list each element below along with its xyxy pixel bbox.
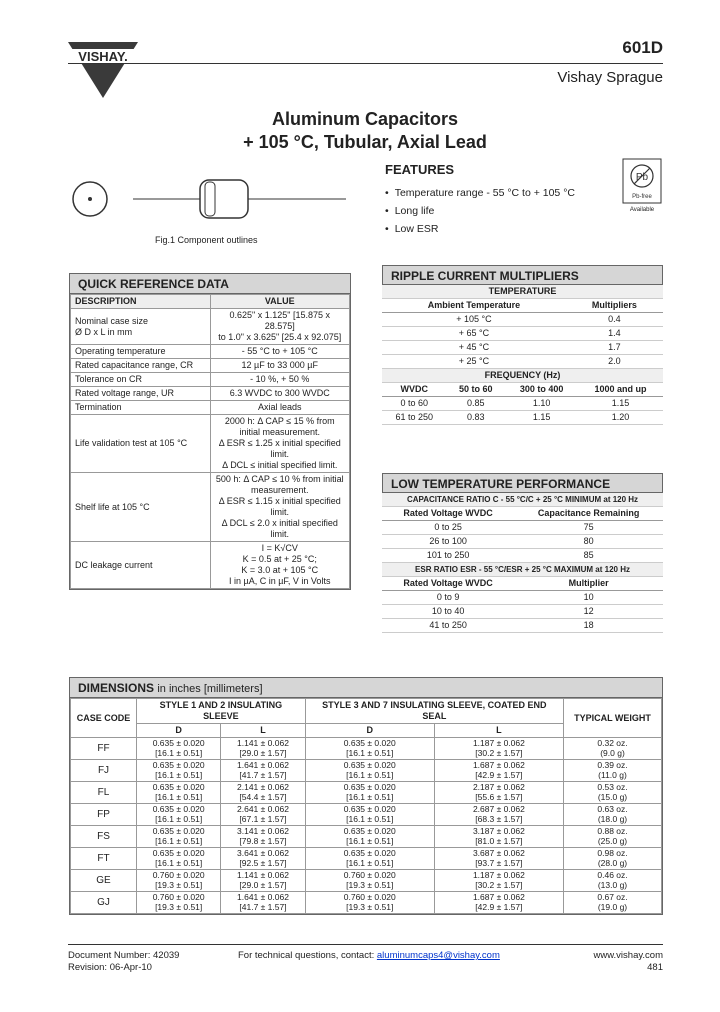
temperature-header: TEMPERATURE: [382, 285, 663, 299]
dimension-cell: [434, 782, 563, 804]
page-title: [180, 108, 550, 154]
freq-cell: 0.83: [446, 411, 505, 425]
table-row: [71, 401, 350, 415]
svg-text:Pb: Pb: [635, 172, 649, 183]
dimension-inches: 3.187 ± 0.062: [472, 826, 525, 836]
dimension-cell: [137, 848, 221, 870]
dimension-mm: [79.8 ± 1.57]: [239, 835, 287, 846]
dimension-mm: [68.3 ± 1.57]: [475, 813, 523, 824]
low-temp-cell: 80: [514, 535, 663, 549]
dimension-cell: [137, 870, 221, 892]
dimension-mm: [55.6 ± 1.57]: [475, 791, 523, 802]
table-row: [71, 415, 350, 473]
table-row: [382, 521, 663, 535]
dimension-mm: [41.7 ± 1.57]: [239, 769, 287, 780]
col-value: VALUE: [210, 295, 350, 309]
freq-cell: 1.10: [505, 397, 578, 411]
dimension-mm: [16.1 ± 0.51]: [155, 791, 203, 802]
ambient-temperature: + 45 °C: [382, 341, 566, 355]
dimension-inches: 0.63 oz.: [597, 804, 628, 814]
logo-text: VISHAY.: [78, 49, 128, 64]
dimensions-label: DIMENSIONS: [78, 681, 155, 695]
dimension-inches: 0.635 ± 0.020: [152, 738, 205, 748]
qr-value: 2000 h: Δ CAP ≤ 15 % from initial measurement. Δ ESR ≤ 1.25 x initial specified limit. Δ DCL ≤ initial specified limit.: [210, 415, 350, 473]
figure-caption: Fig.1 Component outlines: [155, 235, 258, 245]
feature-item: • Low ESR: [385, 220, 575, 238]
qr-description: Rated voltage range, UR: [71, 387, 211, 401]
dimension-inches: 1.141 ± 0.062: [237, 738, 289, 748]
freq-cell: 0 to 60: [382, 397, 446, 411]
ambient-temperature: + 105 °C: [382, 313, 566, 327]
dimension-inches: 0.635 ± 0.020: [152, 848, 205, 858]
dimension-inches: 0.635 ± 0.020: [343, 760, 396, 770]
dimension-mm: (15.0 g): [597, 791, 628, 802]
dimension-mm: [54.4 ± 1.57]: [239, 791, 287, 802]
qr-value: 0.625" x 1.125" [15.875 x 28.575] to 1.0" x 3.625" [25.4 x 92.075]: [210, 309, 350, 345]
case-code: FP: [71, 804, 137, 826]
pb-free-badge: [622, 158, 662, 216]
dimension-cell: [221, 848, 305, 870]
qr-description: Rated capacitance range, CR: [71, 359, 211, 373]
dimension-cell: [305, 892, 434, 914]
freq-cell: 1.15: [578, 397, 663, 411]
case-code: FS: [71, 826, 137, 848]
case-code: FF: [71, 738, 137, 760]
dimension-inches: 0.88 oz.: [597, 826, 628, 836]
dimension-inches: 1.687 ± 0.062: [472, 760, 525, 770]
dimension-cell: [137, 738, 221, 760]
dimension-cell: [305, 738, 434, 760]
table-row: [382, 313, 663, 327]
dimension-cell: [137, 782, 221, 804]
col-case-code: CASE CODE: [71, 699, 137, 738]
dimension-cell: [137, 826, 221, 848]
table-row: [382, 397, 663, 411]
dimension-mm: [92.5 ± 1.57]: [239, 857, 287, 868]
contact-prefix: For technical questions, contact:: [238, 950, 377, 961]
low-temp-cell: 0 to 9: [382, 591, 514, 605]
capacitance-ratio-header: CAPACITANCE RATIO C - 55 °C/C + 25 °C MINIMUM at 120 Hz: [382, 493, 663, 507]
table-row: [71, 892, 662, 914]
table-row: [71, 782, 662, 804]
dimension-inches: 0.760 ± 0.020: [152, 870, 205, 880]
dimension-cell: [305, 782, 434, 804]
qr-description: Shelf life at 105 °C: [71, 473, 211, 542]
case-code: GE: [71, 870, 137, 892]
dimension-inches: 2.187 ± 0.062: [472, 782, 525, 792]
dimension-mm: [16.1 ± 0.51]: [155, 747, 203, 758]
dimension-inches: 0.46 oz.: [597, 870, 628, 880]
dimension-cell: [305, 804, 434, 826]
dimension-mm: [41.7 ± 1.57]: [239, 901, 287, 912]
dimension-inches: 3.641 ± 0.062: [237, 848, 289, 858]
col-d: D: [305, 724, 434, 738]
dimension-inches: 2.641 ± 0.062: [237, 804, 289, 814]
qr-value: - 10 %, + 50 %: [210, 373, 350, 387]
low-temp-cell: 26 to 100: [382, 535, 514, 549]
dimension-inches: 1.687 ± 0.062: [472, 892, 525, 902]
dimension-inches: 0.635 ± 0.020: [152, 760, 205, 770]
qr-value: - 55 °C to + 105 °C: [210, 345, 350, 359]
dimension-inches: 0.635 ± 0.020: [343, 826, 396, 836]
low-temp-cell: 10 to 40: [382, 605, 514, 619]
col-l: L: [434, 724, 563, 738]
dimension-inches: 0.32 oz.: [597, 738, 628, 748]
table-row: [71, 804, 662, 826]
qr-value: 500 h: Δ CAP ≤ 10 % from initial measurement. Δ ESR ≤ 1.15 x initial specified limit. Δ DCL ≤ 2.0 x initial specified limit.: [210, 473, 350, 542]
low-temp-cell: 101 to 250: [382, 549, 514, 563]
dimension-cell: [564, 848, 662, 870]
footer-site: [593, 950, 663, 974]
table-row: [382, 411, 663, 425]
dimension-cell: [434, 738, 563, 760]
multiplier: 2.0: [566, 355, 663, 369]
dimension-cell: [137, 760, 221, 782]
dimension-mm: [19.3 ± 0.51]: [346, 879, 394, 890]
features-title: FEATURES: [385, 162, 455, 177]
case-code: GJ: [71, 892, 137, 914]
table-row: [71, 738, 662, 760]
col-capacitance-remaining: Capacitance Remaining: [514, 507, 663, 521]
low-temp-cell: 0 to 25: [382, 521, 514, 535]
dimension-mm: [16.1 ± 0.51]: [155, 813, 203, 824]
table-row: [382, 535, 663, 549]
freq-cell: 1.20: [578, 411, 663, 425]
feature-item: • Temperature range - 55 °C to + 105 °C: [385, 184, 575, 202]
revision: Revision: 06-Apr-10: [68, 962, 152, 973]
table-row: [71, 826, 662, 848]
brand-name: Vishay Sprague: [557, 69, 663, 86]
col-multipliers: Multipliers: [566, 299, 663, 313]
dimension-mm: [16.1 ± 0.51]: [346, 857, 394, 868]
dimension-mm: (11.0 g): [598, 769, 627, 780]
dimension-inches: 3.141 ± 0.062: [237, 826, 289, 836]
dimension-cell: [564, 892, 662, 914]
document-number: Document Number: 42039: [68, 950, 180, 961]
dimension-inches: 0.39 oz.: [597, 760, 628, 770]
vishay-logo: [68, 40, 138, 98]
dimension-inches: 0.760 ± 0.020: [152, 892, 205, 902]
dimension-cell: [564, 826, 662, 848]
dimension-mm: [19.3 ± 0.51]: [155, 901, 203, 912]
dimension-mm: [81.0 ± 1.57]: [475, 835, 523, 846]
multiplier: 1.4: [566, 327, 663, 341]
dimension-cell: [137, 804, 221, 826]
part-number: 601D: [622, 38, 663, 57]
low-temp-cell: 75: [514, 521, 663, 535]
dimension-mm: [30.2 ± 1.57]: [475, 879, 523, 890]
col-description: DESCRIPTION: [71, 295, 211, 309]
ripple-title: RIPPLE CURRENT MULTIPLIERS: [382, 265, 663, 285]
qr-description: Nominal case size Ø D x L in mm: [71, 309, 211, 345]
freq-col-header: 1000 and up: [578, 383, 663, 397]
table-row: [71, 473, 350, 542]
dimension-cell: [221, 804, 305, 826]
footer-doc-info: [68, 950, 179, 974]
freq-cell: 61 to 250: [382, 411, 446, 425]
multiplier: 1.7: [566, 341, 663, 355]
col-typical-weight: TYPICAL WEIGHT: [564, 699, 662, 738]
dimension-mm: [16.1 ± 0.51]: [155, 769, 203, 780]
dimension-inches: 3.687 ± 0.062: [472, 848, 525, 858]
dimension-inches: 0.635 ± 0.020: [152, 826, 205, 836]
low-temperature-table: [382, 473, 663, 633]
page-number: 481: [647, 962, 663, 973]
qr-description: DC leakage current: [71, 542, 211, 589]
freq-cell: 0.85: [446, 397, 505, 411]
dimension-inches: 0.760 ± 0.020: [343, 870, 396, 880]
dimension-inches: 0.98 oz.: [597, 848, 628, 858]
dimension-cell: [305, 826, 434, 848]
case-code: FL: [71, 782, 137, 804]
dimension-mm: (25.0 g): [597, 835, 628, 846]
dimension-mm: [16.1 ± 0.51]: [346, 813, 394, 824]
dimension-cell: [305, 760, 434, 782]
table-row: [382, 341, 663, 355]
low-temp-title: LOW TEMPERATURE PERFORMANCE: [382, 473, 663, 493]
table-row: [382, 619, 663, 633]
qr-value: I = K√CV K = 0.5 at + 25 °C; K = 3.0 at + 105 °C I in µA, C in µF, V in Volts: [210, 542, 350, 589]
dimension-inches: 1.187 ± 0.062: [472, 738, 525, 748]
dimension-cell: [434, 848, 563, 870]
qr-value: Axial leads: [210, 401, 350, 415]
low-temp-cell: 12: [514, 605, 663, 619]
col-multiplier: Multiplier: [514, 577, 663, 591]
dimension-mm: [16.1 ± 0.51]: [155, 835, 203, 846]
dimension-cell: [564, 782, 662, 804]
ambient-temperature: + 25 °C: [382, 355, 566, 369]
dimension-mm: [42.9 ± 1.57]: [475, 901, 523, 912]
col-style-1-2: STYLE 1 AND 2 INSULATING SLEEVE: [137, 699, 306, 724]
dimension-inches: 0.635 ± 0.020: [343, 848, 396, 858]
table-row: [382, 355, 663, 369]
frequency-header: FREQUENCY (Hz): [382, 369, 663, 383]
ripple-current-table: [382, 265, 663, 425]
dimension-inches: 1.141 ± 0.062: [237, 870, 289, 880]
dimension-inches: 0.635 ± 0.020: [152, 804, 205, 814]
col-d: D: [137, 724, 221, 738]
low-temp-cell: 41 to 250: [382, 619, 514, 633]
dimension-mm: [19.3 ± 0.51]: [346, 901, 394, 912]
dimension-inches: 1.641 ± 0.062: [237, 892, 289, 902]
header-rule: [68, 63, 663, 64]
dimension-mm: [29.0 ± 1.57]: [239, 747, 287, 758]
footer-rule: [68, 944, 663, 945]
col-rated-voltage: Rated Voltage WVDC: [382, 507, 514, 521]
qr-description: Life validation test at 105 °C: [71, 415, 211, 473]
dimension-mm: [93.7 ± 1.57]: [475, 857, 523, 868]
dimension-mm: [16.1 ± 0.51]: [346, 747, 394, 758]
dimension-cell: [434, 892, 563, 914]
qr-value: 6.3 WVDC to 300 WVDC: [210, 387, 350, 401]
case-code: FJ: [71, 760, 137, 782]
qr-value: 12 µF to 33 000 µF: [210, 359, 350, 373]
features-list: [385, 184, 575, 238]
dimension-mm: [16.1 ± 0.51]: [346, 791, 394, 802]
dimensions-title: [70, 678, 662, 698]
dimension-cell: [221, 760, 305, 782]
dimension-mm: [16.1 ± 0.51]: [346, 835, 394, 846]
col-ambient: Ambient Temperature: [382, 299, 566, 313]
low-temp-cell: 10: [514, 591, 663, 605]
dimension-mm: [16.1 ± 0.51]: [155, 857, 203, 868]
dimension-inches: 0.67 oz.: [597, 892, 628, 902]
table-row: [71, 542, 350, 589]
dimension-cell: [221, 870, 305, 892]
dimension-inches: 2.141 ± 0.062: [237, 782, 289, 792]
dimension-mm: [30.2 ± 1.57]: [475, 747, 523, 758]
dimension-mm: (13.0 g): [597, 879, 628, 890]
dimension-cell: [221, 782, 305, 804]
table-row: [71, 870, 662, 892]
title-line-2: + 105 °C, Tubular, Axial Lead: [243, 132, 487, 152]
dimension-inches: 0.760 ± 0.020: [343, 892, 396, 902]
pb-free-label: Pb-free: [632, 194, 652, 200]
pb-free-sub: Available: [629, 207, 655, 213]
dimension-cell: [564, 738, 662, 760]
dimension-cell: [137, 892, 221, 914]
dimension-mm: (28.0 g): [597, 857, 628, 868]
dimension-cell: [434, 826, 563, 848]
table-row: [71, 359, 350, 373]
dimension-inches: 2.687 ± 0.062: [472, 804, 525, 814]
qr-description: Tolerance on CR: [71, 373, 211, 387]
table-row: [71, 387, 350, 401]
dimensions-table: [69, 677, 663, 915]
dimension-mm: (18.0 g): [597, 813, 628, 824]
table-row: [382, 605, 663, 619]
dimension-cell: [221, 826, 305, 848]
dimension-inches: 0.635 ± 0.020: [343, 738, 396, 748]
freq-col-header: WVDC: [382, 383, 446, 397]
table-row: [71, 345, 350, 359]
dimension-inches: 0.635 ± 0.020: [343, 782, 396, 792]
title-line-1: Aluminum Capacitors: [271, 109, 459, 129]
table-row: [71, 848, 662, 870]
dimension-cell: [564, 804, 662, 826]
contact-email-link[interactable]: aluminumcaps4@vishay.com: [376, 950, 500, 961]
table-row: [382, 327, 663, 341]
dimension-inches: 0.53 oz.: [597, 782, 628, 792]
table-row: [382, 591, 663, 605]
footer-contact: [238, 950, 500, 962]
dimension-cell: [564, 760, 662, 782]
dimension-mm: [16.1 ± 0.51]: [346, 769, 394, 780]
case-code: FT: [71, 848, 137, 870]
dimension-cell: [305, 870, 434, 892]
dimension-cell: [434, 870, 563, 892]
col-l: L: [221, 724, 305, 738]
dimension-cell: [564, 870, 662, 892]
low-temp-cell: 85: [514, 549, 663, 563]
dimension-cell: [305, 848, 434, 870]
site-url[interactable]: www.vishay.com: [593, 950, 663, 961]
dimension-mm: (9.0 g): [600, 747, 625, 758]
multiplier: 0.4: [566, 313, 663, 327]
dimension-inches: 0.635 ± 0.020: [152, 782, 205, 792]
freq-cell: 1.15: [505, 411, 578, 425]
dimension-inches: 1.187 ± 0.062: [472, 870, 525, 880]
table-row: [71, 760, 662, 782]
dimension-mm: [67.1 ± 1.57]: [239, 813, 287, 824]
component-outline-figure: [68, 172, 358, 230]
quick-reference-title: QUICK REFERENCE DATA: [70, 274, 350, 294]
dimension-inches: 1.641 ± 0.062: [237, 760, 289, 770]
qr-description: Termination: [71, 401, 211, 415]
dimension-cell: [221, 738, 305, 760]
quick-reference-table: [69, 273, 351, 590]
dimension-inches: 0.635 ± 0.020: [343, 804, 396, 814]
freq-col-header: 50 to 60: [446, 383, 505, 397]
dimension-mm: [29.0 ± 1.57]: [239, 879, 287, 890]
table-row: [71, 309, 350, 345]
low-temp-cell: 18: [514, 619, 663, 633]
dimension-mm: [42.9 ± 1.57]: [475, 769, 523, 780]
col-style-3-7: STYLE 3 AND 7 INSULATING SLEEVE, COATED END SEAL: [305, 699, 563, 724]
qr-description: Operating temperature: [71, 345, 211, 359]
table-row: [382, 549, 663, 563]
dimensions-units: in inches [millimeters]: [157, 683, 263, 695]
table-row: [71, 373, 350, 387]
dimension-mm: (19.0 g): [597, 901, 628, 912]
esr-ratio-header: ESR RATIO ESR - 55 °C/ESR + 25 °C MAXIMUM at 120 Hz: [382, 563, 663, 577]
freq-col-header: 300 to 400: [505, 383, 578, 397]
dimension-cell: [221, 892, 305, 914]
dimension-cell: [434, 804, 563, 826]
col-rated-voltage: Rated Voltage WVDC: [382, 577, 514, 591]
feature-item: • Long life: [385, 202, 575, 220]
dimension-mm: [19.3 ± 0.51]: [155, 879, 203, 890]
ambient-temperature: + 65 °C: [382, 327, 566, 341]
dimension-cell: [434, 760, 563, 782]
